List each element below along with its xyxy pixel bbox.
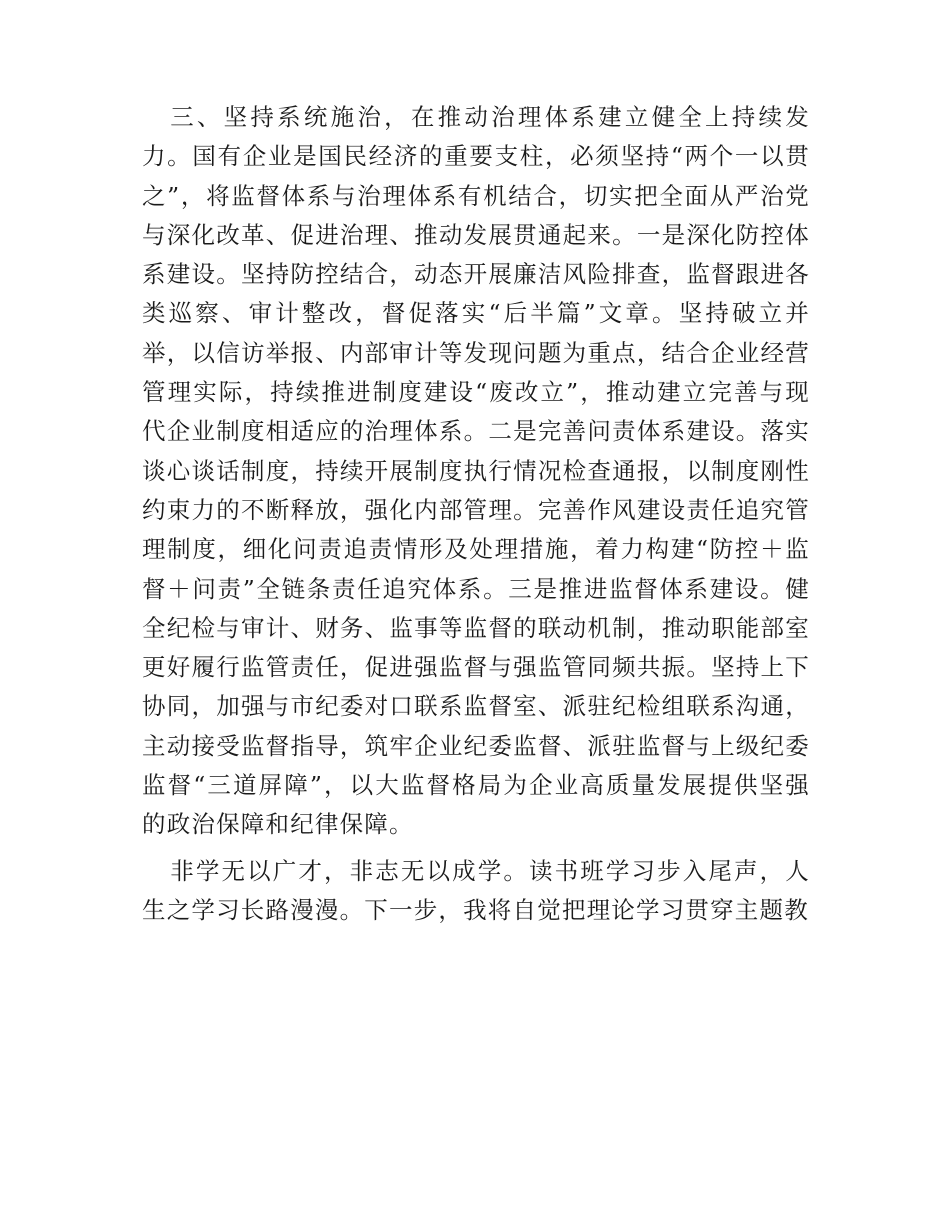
paragraph-governance-system: 三、坚持系统施治，在推动治理体系建立健全上持续发力。国有企业是国民经济的重要支柱，必须坚持“两个一以贯之”，将监督体系与治理体系有机结合，切实把全面从严治党与深化改革、促进治理、推动发展贯通起来。一是深化防控体系建设。坚持防控结合，动态开展廉洁风险排查，监督跟进各类巡察、审计整改，督促落实“后半篇”文章。坚持破立并举，以信访举报、内部审计等发现问题为重点，结合企业经营管理实际，持续推进制度建设“废改立”，推动建立完善与现代企业制度相适应的治理体系。二是完善问责体系建设。落实谈心谈话制度，持续开展制度执行情况检查通报，以制度刚性约束力的不断释放，强化内部管理。完善作风建设责任追究管理制度，细化问责追责情形及处理措施，着力构建“防控＋监督＋问责”全链条责任追究体系。三是推进监督体系建设。健全纪检与审计、财务、监事等监督的联动机制，推动职能部室更好履行监管责任，促进强监督与强监管同频共振。坚持上下协同，加强与市纪委对口联系监督室、派驻纪检组联系沟通，主动接受监督指导，筑牢企业纪委监督、派驻监督与上级纪委监督“三道屏障”，以大监督格局为企业高质量发展提供坚强的政治保障和纪律保障。: [142, 103, 810, 839]
document-body: [142, 98, 810, 930]
paragraph-study-conclusion: 非学无以广才，非志无以成学。读书班学习步入尾声，人生之学习长路漫漫。下一步，我将自觉把理论学习贯穿主题教: [142, 856, 810, 924]
